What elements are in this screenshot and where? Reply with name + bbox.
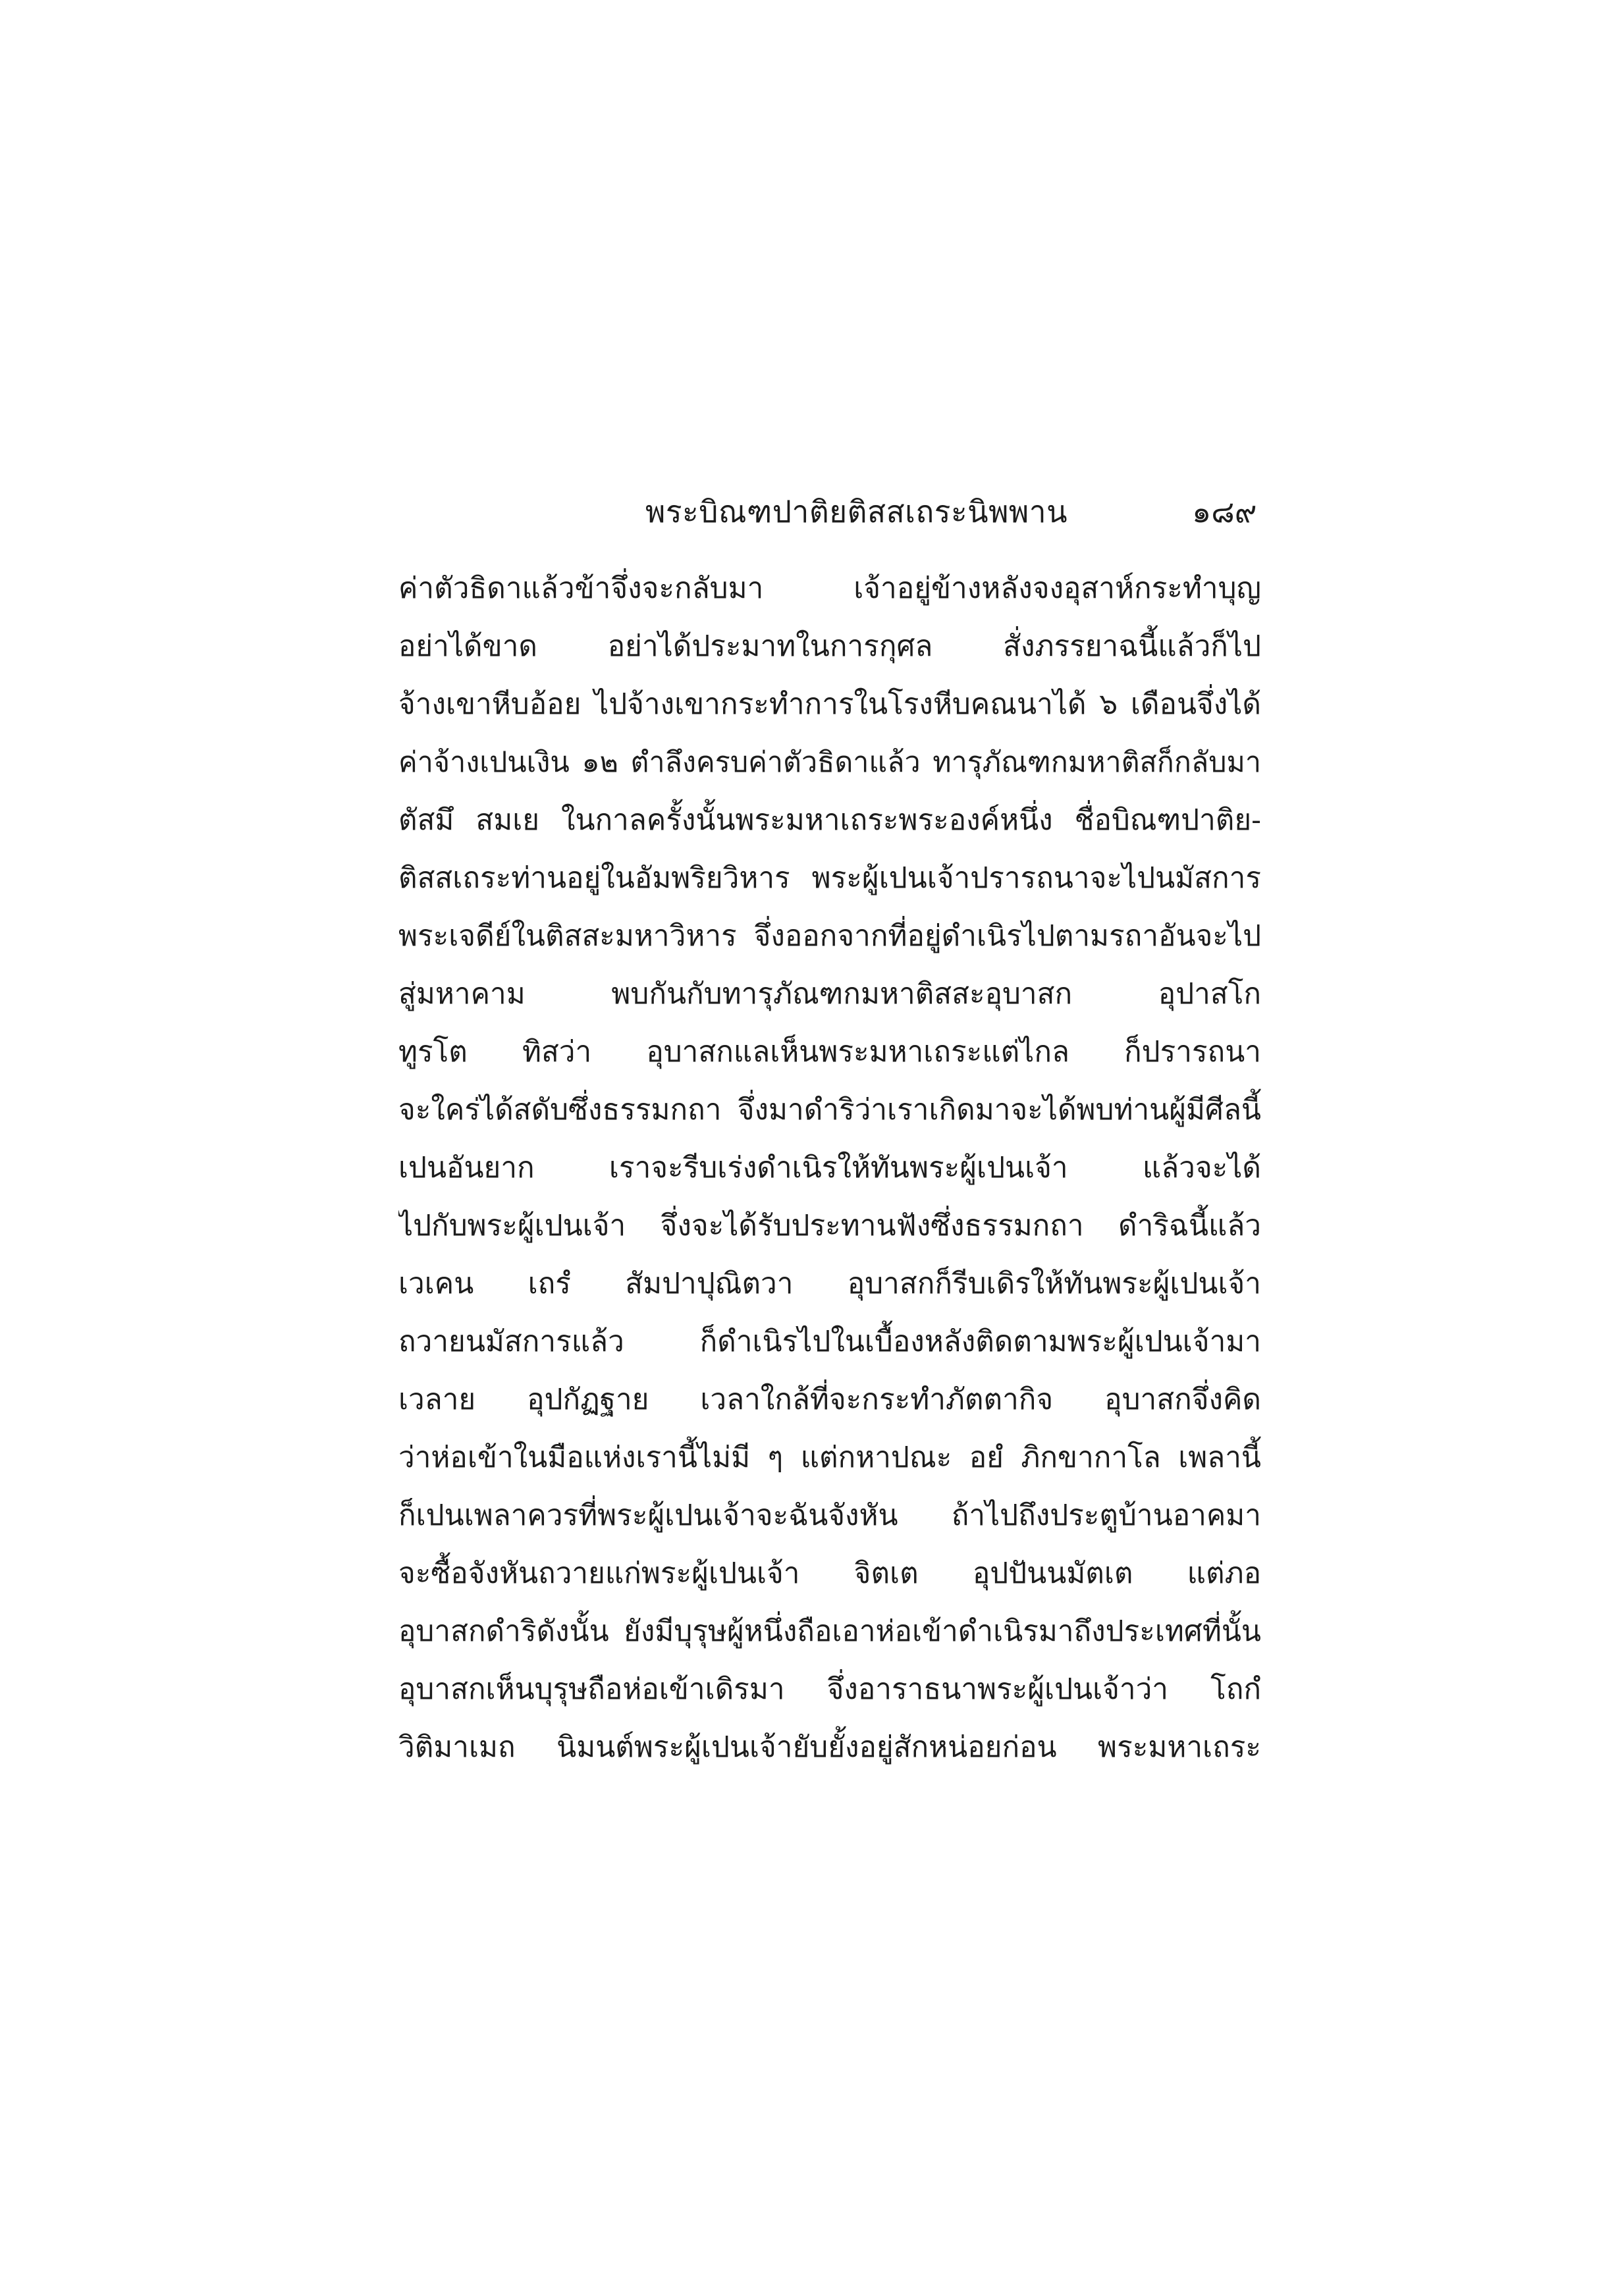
text-line: ว่าห่อเข้าในมือแห่งเรานี้ไม่มี ๆ แต่กหาปณะ อยํ ภิกขากาโล เพลานี้ (398, 1441, 1261, 1474)
text-line: ติสสเถระท่านอยู่ในอัมพริยวิหาร พระผู้เปนเจ้าปรารถนาจะไปนมัสการ (398, 861, 1261, 895)
text-line: ค่าตัวธิดาแล้วข้าจึ่งจะกลับมา เจ้าอยู่ข้างหลังจงอุสาห์กระทำบุญ (398, 572, 1261, 605)
page-number: ๑๘๙ (1192, 494, 1257, 529)
text-line: จะซื้อจังหันถวายแก่พระผู้เปนเจ้า จิตเต อุปปันนมัตเต แต่ภอ (398, 1557, 1261, 1590)
running-header-title: พระบิณฑปาติยติสสเถระนิพพาน (645, 494, 1068, 529)
text-line: ไปกับพระผู้เปนเจ้า จึ่งจะได้รับประทานฟังซึ่งธรรมกถา ดำริฉนี้แล้ว (398, 1209, 1261, 1242)
body-text (398, 560, 1261, 1776)
text-line: จะใคร่ได้สดับซึ่งธรรมกถา จึ่งมาดำริว่าเราเกิดมาจะได้พบท่านผู้มีศีลนี้ (398, 1093, 1261, 1127)
text-line: อุบาสกเห็นบุรุษถือห่อเข้าเดิรมา จึ่งอาราธนาพระผู้เปนเจ้าว่า โถกํ (398, 1672, 1261, 1706)
text-line: จ้างเขาหีบอ้อย ไปจ้างเขากระทำการในโรงหีบคณนาได้ ๖ เดือนจึ่งได้ (398, 687, 1261, 721)
text-line: ตัสมึ สมเย ในกาลครั้งนั้นพระมหาเถระพระองค์หนึ่ง ชื่อบิณฑปาติย- (398, 803, 1261, 837)
text-line: วิติมาเมถ นิมนต์พระผู้เปนเจ้ายับยั้งอยู่สักหน่อยก่อน พระมหาเถระ (398, 1730, 1261, 1764)
text-line: เวลาย อุปกัฏฐาย เวลาใกล้ที่จะกระทำภัตตากิจ อุบาสกจึ่งคิด (398, 1383, 1261, 1416)
text-line: เวเคน เถรํ สัมปาปุณิตวา อุบาสกก็รีบเดิรให้ทันพระผู้เปนเจ้า (398, 1267, 1261, 1300)
text-line: เปนอันยาก เราจะรีบเร่งดำเนิรให้ทันพระผู้เปนเจ้า แล้วจะได้ (398, 1151, 1261, 1185)
text-line: สู่มหาคาม พบกันกับทารุภัณฑกมหาติสสะอุบาสก อุปาสโก (398, 977, 1261, 1011)
text-line: อุบาสกดำริดังนั้น ยังมีบุรุษผู้หนึ่งถือเอาห่อเข้าดำเนิรมาถึงประเทศที่นั้น (398, 1615, 1261, 1648)
text-line: ทูรโต ทิสว่า อุบาสกแลเห็นพระมหาเถระแต่ไกล ก็ปรารถนา (398, 1035, 1261, 1069)
text-line: อย่าได้ขาด อย่าได้ประมาทในการกุศล สั่งภรรยาฉนี้แล้วก็ไป (398, 629, 1261, 663)
text-line: พระเจดีย์ในติสสะมหาวิหาร จึ่งออกจากที่อยู่ดำเนิรไปตามรถาอันจะไป (398, 919, 1261, 953)
text-line: ค่าจ้างเปนเงิน ๑๒ ตำลึงครบค่าตัวธิดาแล้ว ทารุภัณฑกมหาติสก็กลับมา (398, 746, 1261, 779)
text-line: ก็เปนเพลาควรที่พระผู้เปนเจ้าจะฉันจังหัน ถ้าไปถึงประตูบ้านอาคมา (398, 1499, 1261, 1532)
text-line: ถวายนมัสการแล้ว ก็ดำเนิรไปในเบื้องหลังติดตามพระผู้เปนเจ้ามา (398, 1325, 1261, 1358)
